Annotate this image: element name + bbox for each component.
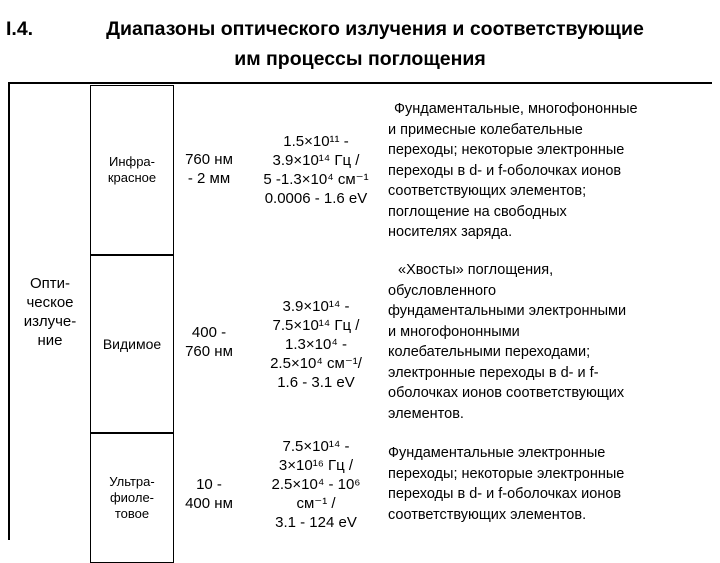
wavelength-visible: 400 - 760 нм (185, 324, 233, 360)
category-line: излуче- (23, 313, 77, 330)
title-line-1: Диапазоны оптического излучения и соответствующие (106, 18, 644, 40)
wavelength-ultraviolet: 10 - 400 нм (185, 476, 233, 512)
title-line-2: им процессы поглощения (234, 48, 486, 70)
processes-infrared: Фундаментальные, многофононные и примесные колебательные переходы; некоторые электронные переходы в d- и f-оболочках ионов соответствующих элементов; поглощение на свободных носителях заряда. (388, 101, 638, 240)
section-number: I.4. (6, 18, 34, 40)
wavelength-infrared: 760 нм - 2 мм (185, 151, 233, 187)
category-line: Опти- (29, 275, 71, 292)
frequency-ultraviolet: 7.5×10¹⁴ - 3×10¹⁶ Гц / 2.5×10⁴ - 10⁶ см⁻¹ / 3.1 - 124 eV (271, 438, 361, 531)
range-name-ultraviolet: Ультра- фиоле- товое (90, 433, 174, 563)
range-name-visible: Видимое (90, 255, 174, 433)
category-line: ние (37, 332, 63, 349)
slide-title (0, 14, 720, 74)
range-name-infrared: Инфра- красное (90, 85, 174, 255)
frequency-infrared: 1.5×10¹¹ - 3.9×10¹⁴ Гц / 5 -1.3×10⁴ см⁻¹ 0.0006 - 1.6 eV (263, 133, 369, 207)
category-cell (10, 262, 90, 362)
frequency-visible: 3.9×10¹⁴ - 7.5×10¹⁴ Гц / 1.3×10⁴ - 2.5×10⁴ см⁻¹/ 1.6 - 3.1 eV (270, 297, 362, 391)
category-line: ческое (26, 294, 74, 311)
table-top-border (8, 82, 712, 84)
processes-visible: «Хвосты» поглощения, обусловленного фундаментальными электронными и многофононными колебательными переходами; электронные переходы в d- и f- оболочках ионов соответствующих элементов. (388, 262, 627, 422)
processes-ultraviolet: Фундаментальные электронные переходы; некоторые электронные переходы в d- и f-оболочках ионов соответствующих элементов. (388, 445, 625, 523)
